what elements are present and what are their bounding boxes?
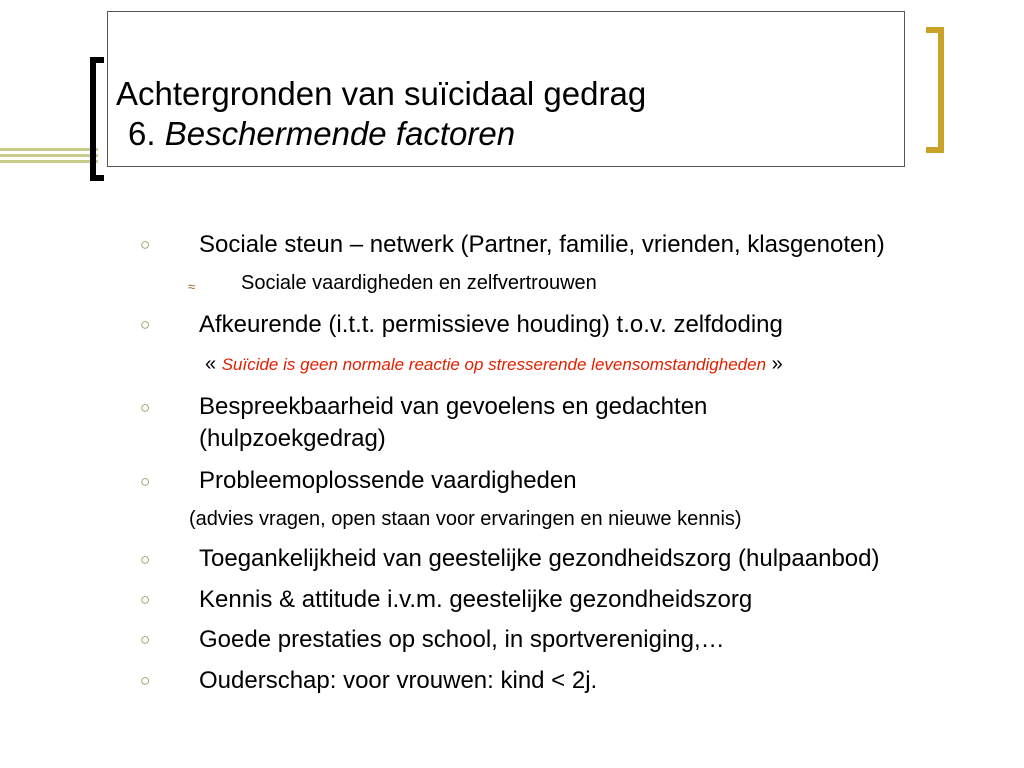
bullet-discussability-line1: Bespreekbaarheid van gevoelens en gedachten [199,393,708,420]
bullet-circle-icon: ○ [140,235,151,254]
bullet-circle-icon: ○ [140,472,151,491]
title-subtitle: Beschermende factoren [164,115,516,152]
bullet-knowledge-attitude: Kennis & attitude i.v.m. geestelijke gezondheidszorg [199,586,753,613]
quote-text: Suïcide is geen normale reactie op stresserende levensomstandigheden [221,355,767,374]
bullet-circle-icon: ○ [140,630,151,649]
bullet-disapproving: Afkeurende (i.t.t. permissieve houding) t.o.v. zelfdoding [199,311,783,338]
slide-title [116,74,646,154]
bullet-problem-solving-note: (advies vragen, open staan voor ervaringen en nieuwe kennis) [189,508,742,530]
bullet-parenthood: Ouderschap: voor vrouwen: kind < 2j. [199,667,598,694]
bullet-problem-solving: Probleemoplossende vaardigheden [199,467,577,494]
sub-bullet-approx-icon: ≈ [188,279,196,294]
bullet-circle-icon: ○ [140,398,151,417]
bullet-circle-icon: ○ [140,671,151,690]
title-number: 6. [128,115,156,152]
bullet-circle-icon: ○ [140,550,151,569]
decorative-stripes [0,148,98,166]
left-bracket-decoration [90,57,104,181]
right-bracket-decoration [926,27,944,153]
bullet-discussability-line2: (hulpzoekgedrag) [199,425,386,452]
bullet-accessibility: Toegankelijkheid van geestelijke gezondheidszorg (hulpaanbod) [199,545,880,572]
bullet-social-support: Sociale steun – netwerk (Partner, familie, vrienden, klasgenoten) [199,231,885,258]
quote-close: » [771,353,783,375]
title-line-2 [116,114,646,154]
title-line-1: Achtergronden van suïcidaal gedrag [116,75,647,112]
quote-line [205,353,783,376]
quote-open: « [205,353,217,375]
bullet-circle-icon: ○ [140,590,151,609]
bullet-good-performance: Goede prestaties op school, in sportvereniging,… [199,626,725,653]
bullet-circle-icon: ○ [140,315,151,334]
sub-bullet-social-skills: Sociale vaardigheden en zelfvertrouwen [241,272,597,294]
